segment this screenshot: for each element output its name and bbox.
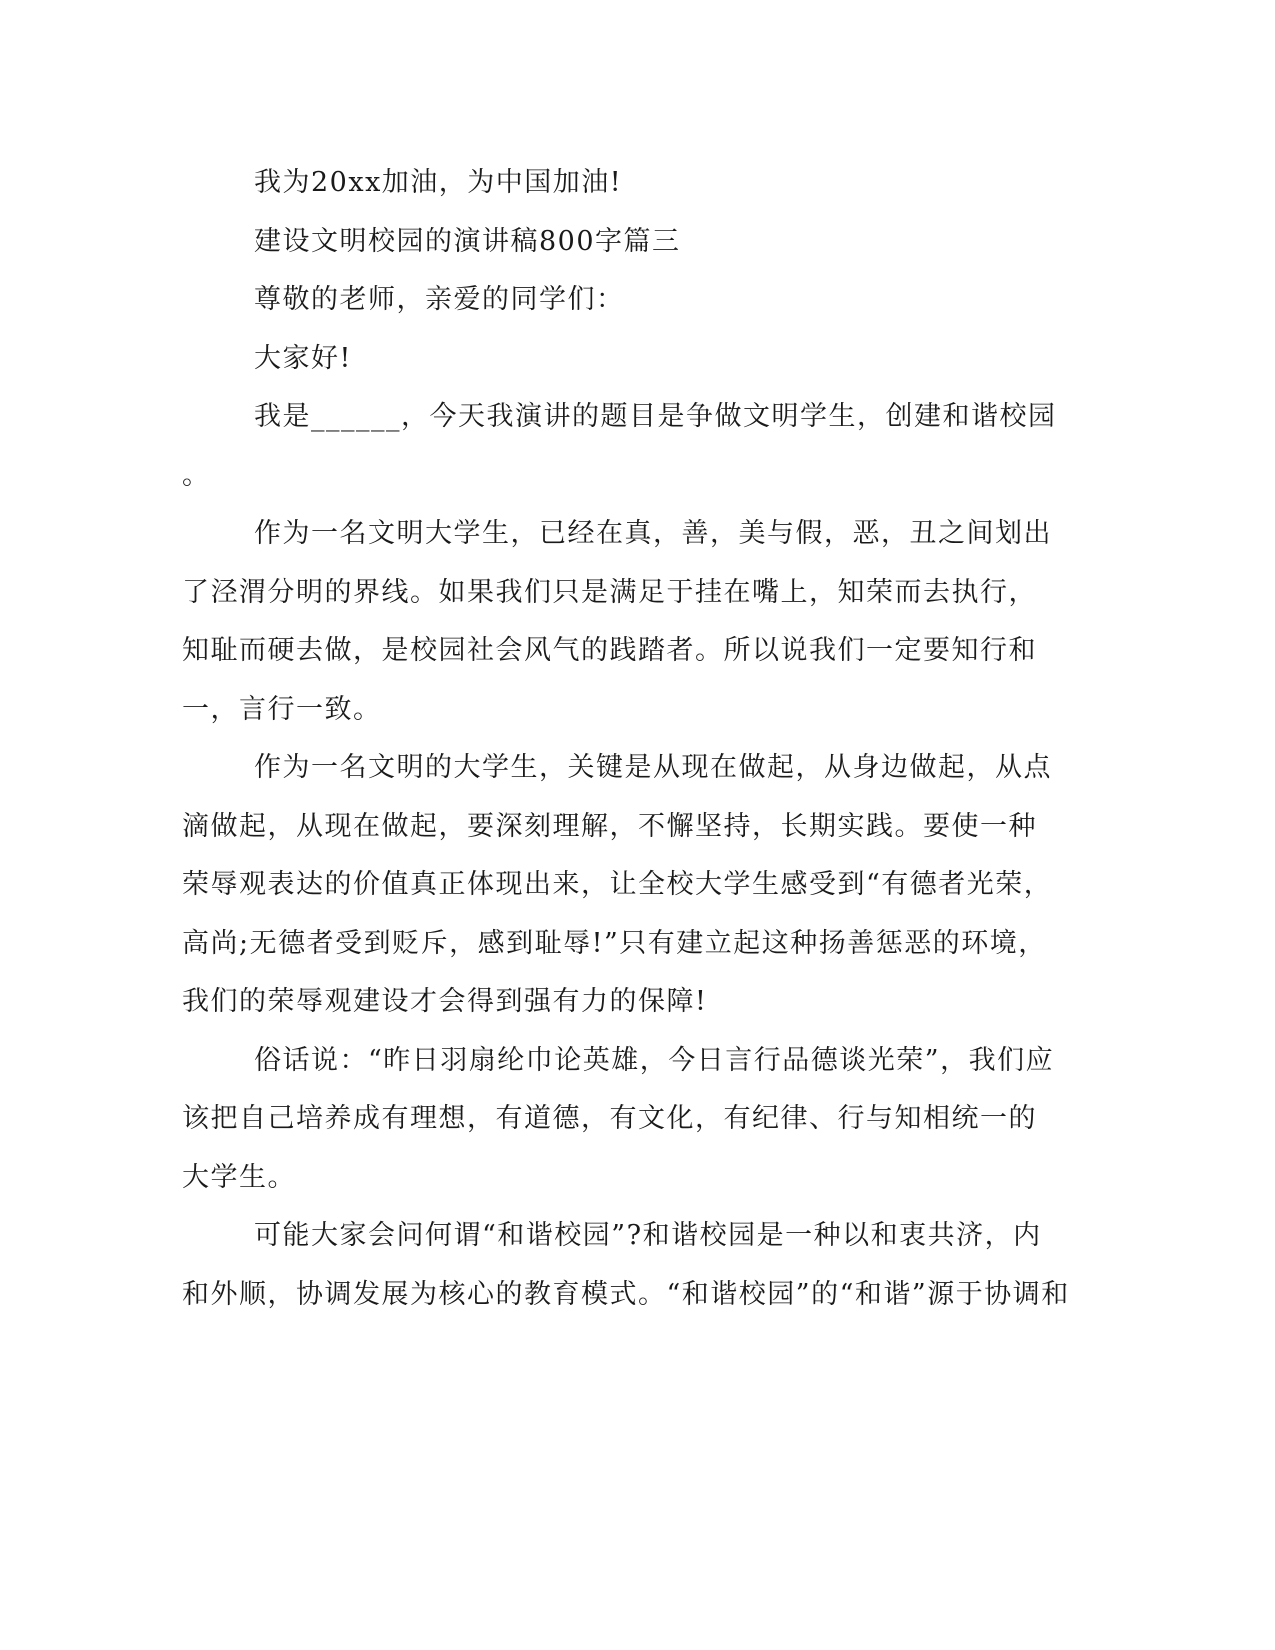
text-line: 知耻而硬去做，是校园社会风气的践踏者。所以说我们一定要知行和 (182, 635, 1037, 666)
paragraph-body-1 (182, 505, 1052, 739)
text-line: 作为一名文明大学生，已经在真，善，美与假，恶，丑之间划出 (254, 518, 1052, 549)
text-line: 建设文明校园的演讲稿800字篇三 (254, 225, 681, 257)
text-line: 滴做起，从现在做起，要深刻理解，不懈坚持，长期实践。要使一种 (182, 810, 1037, 842)
text-line: 高尚;无德者受到贬斥，感到耻辱!”只有建立起这种扬善惩恶的环境， (182, 927, 1047, 959)
text-line: 和外顺，协调发展为核心的教育模式。“和谐校园”的“和谐”源于协调和 (182, 1278, 1070, 1310)
paragraph-introduction (182, 388, 1057, 505)
paragraph-salutation (182, 271, 1042, 330)
text-line: 我为20xx加油，为中国加油! (254, 167, 623, 198)
text-line: 大家好! (254, 342, 352, 374)
text-line: 。 (182, 459, 211, 491)
text-line: 了泾渭分明的界线。如果我们只是满足于挂在嘴上，知荣而去执行， (182, 576, 1037, 608)
text-line: 作为一名文明的大学生，关键是从现在做起，从身边做起，从点 (254, 752, 1052, 783)
section-heading (182, 213, 1042, 272)
text-line: 一，言行一致。 (182, 693, 382, 725)
text-line: 可能大家会问何谓“和谐校园”?和谐校园是一种以和衷共济，内 (254, 1220, 1042, 1251)
text-line: 该把自己培养成有理想，有道德，有文化，有纪律、行与知相统一的 (182, 1103, 1037, 1134)
text-line: 荣辱观表达的价值真正体现出来，让全校大学生感受到“有德者光荣， (182, 869, 1053, 900)
text-line: 大学生。 (182, 1161, 296, 1193)
text-line: 俗话说：“昨日羽扇纶巾论英雄，今日言行品德谈光荣”，我们应 (254, 1044, 1055, 1076)
paragraph-body-4 (182, 1207, 1070, 1324)
paragraph-body-2 (182, 739, 1053, 1032)
paragraph-closing-cheer (182, 154, 1042, 213)
paragraph-body-3 (182, 1032, 1055, 1208)
document-body (182, 154, 1070, 1324)
text-line: 我是______，今天我演讲的题目是争做文明学生，创建和谐校园 (254, 401, 1057, 432)
text-line: 我们的荣辱观建设才会得到强有力的保障! (182, 986, 708, 1017)
paragraph-greeting (182, 330, 1042, 389)
text-line: 尊敬的老师，亲爱的同学们： (254, 284, 625, 315)
